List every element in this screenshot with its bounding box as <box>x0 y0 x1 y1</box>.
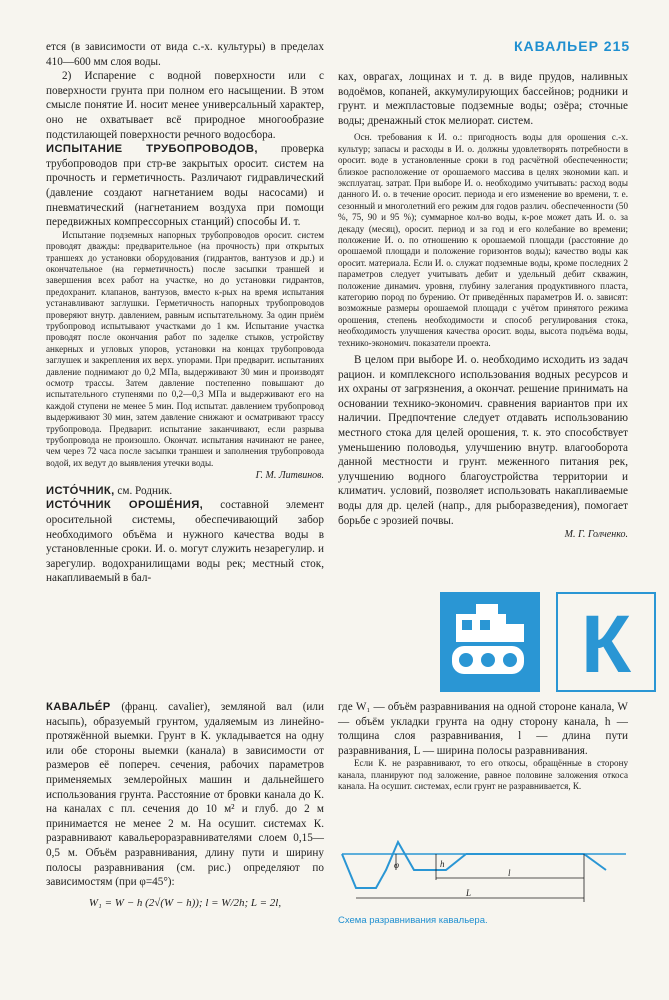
author-litvinov: Г. М. Литвинов. <box>255 470 324 482</box>
label-h: h <box>440 859 445 869</box>
entry-body-istochnik: см. Родник. <box>117 484 173 497</box>
right-bottom-column <box>338 700 628 793</box>
entry-kavalier <box>46 700 324 890</box>
paragraph-choice: В целом при выборе И. о. необходимо исходить из задач рацион. и комплексного использования водных ресурсов и их охраны от загрязнения, а окончат. решение принимать на основании технико-экономич. сравнения вариантов при их наличии. Предпочтение следует отдавать использованию местного стока для целей орошения, т. к. это способствует уменьшению половодья, улучшению внутр. влагооборота данной местности и грунт. меженного питания рек, улучшению водного благоустройства территории и климатич. условий, позволяет использовать накапливаемые воды для др. целей (напр., для рыборазведения), помогает борьбе с эрозией почвы. <box>338 354 628 527</box>
entry-istochnik <box>46 484 324 499</box>
entry-title-istochnik: ИСТО́ЧНИК, <box>46 484 115 497</box>
entry-istochnik-orosheniya <box>46 498 324 586</box>
entry-small-ispytanie: Испытание подземных напорных трубопроводов оросит. систем проводят дважды: предварительное (на прочность) при открытых траншеях до установки оборудования (гидрантов, вантузов и др.) и окончательное (на герметичность) после засыпки траншей и завершения всех работ на участке, но до установки гидрантов, предохранит. клапанов, вантузов, вместо к-рых на время испытания устанавливают заглушки. Герметичность напорных трубопроводов проверяют внутр. давлением, равным испытательному. За один приём трубопровод испытывают участками до 1 км. Испытание участка проводят после окончания работ по заделке стыков, устройству анкерных и угловых упоров, установки на концах трубопровода заглушек и закрепления их верх. упорами. При предварит. испытаниях давление поднимают до 0,2 МПа, выдерживают 30 мин и производят осмотр трассы. Затем давление постепенно повышают до испытательного ступенями по 0,2—0,3 МПа и выдерживают его на каждой ступени не менее 5 мин. Под испытат. давлением трубопровод выдерживают 30 мин, затем давление снижают и осматривают трассу трубопровода. Предварит. испытание заканчивают, если разрыва трубопровода не произошло. Окончат. испытания начинают не ранее, чем через 72 часа после засыпки траншеи и заполнения трубопровода водой, их ведут до выявления утечки воды. <box>46 229 324 468</box>
author-golchenko: М. Г. Голченко. <box>564 529 628 541</box>
diagram-caption: Схема разравнивания кавальера. <box>338 915 488 926</box>
kavalier-diagram <box>336 840 632 915</box>
left-top-column <box>46 40 324 586</box>
paragraph-slopes: Если К. не разравнивают, то его откосы, обращённые в сторону канала, планируют под заложение, равное половине заложения откоса канала. На осушит. системах, если грунт не разравнивается, К. <box>338 758 628 792</box>
entry-ispytanie <box>46 142 324 230</box>
entry-title-kavalier: КАВАЛЬЕ́Р <box>46 701 111 713</box>
letter-k-icon <box>556 592 656 692</box>
paragraph-sources: ках, оврагах, лощинах и т. д. в виде прудов, наливных водоёмов, копаней, аккумулирующих бассейнов; родники и грунт. и межпластовые подземные воды; озёра; сточные воды; дренажный сток мелиорат. систем. <box>338 71 628 127</box>
label-phi: φ <box>394 860 399 870</box>
label-L: L <box>466 888 472 898</box>
paragraph-evaporation: 2) Испарение с водной поверхности или с поверхности грунта при полном его насыщении. В этом смысле понятие И. носит менее универсальный характер, оно не охватывает всё природное многообразие подстилающей поверхности речного водосбора. <box>46 70 324 141</box>
entry-body-ispytanie: проверка трубопроводов при стр-ве закрытых ороcит. систем на прочность и герметичность. Различают гидравлический (давление создают нагнетанием воды насосами) и пневматический (нагнетанием воздуха при помощи передвижных компрессорных станций) способы И. т. <box>46 143 324 229</box>
left-bottom-column <box>46 700 324 916</box>
formula-kavalier: W₁ = W − h (2√(W − h)); l = W/2h; L = 2l, <box>88 896 282 909</box>
label-l: l <box>508 868 511 878</box>
paragraph-requirements: Осн. требования к И. о.: пригодность воды для орошения с.-х. культур; запасы и расходы в И. о. должны удовлетворять потребности в ороcит. воде в установленные сроки в год расчётной обеспеченности; близкое расположение от орошаемого массива в целях экономии кап. и эксплуатац. затрат. При выборе И. о. необходимо учитывать: расход воды данного И. о. в течение оросит. периода и его изменение во времени, т. е. сезонный и многолетний его режим для годов различ. обеспеченности (50 %, 75, 90 и 95 %); суммарное кол-во воды, к-рое может дать И. о. за декаду (месяц), оросит. период и за год и его колебание во времени; положение И. о. по отношению к орошаемой площади (расстояние до орошаемой площади и положение горизонтов воды); качество воды как оросит. материала. Если И. о. служат подземные воды, кроме последних 2 параметров следует учитывать дебит и удельный дебит скважин, положение динамич. уровня, глубину залегания продуктивного пласта, категорию пород по бурению. От приведённых параметров И. о. зависят: возможные размеры орошаемой площади с учётом принятого режима орошения, степень необходимости и способ регулирования стока, необходимость улучшения качества оросит. воды, высота подъёма воды, технико-экономич. показатели проекта. <box>338 132 628 348</box>
entry-body-kavalier: (франц. cavalier), земляной вал (или насыпь), образуемый грунтом, удаляемым из линейно-протяжённой выемки. Грунт в К. укладывается на одну или обе стороны выемки (канала) в зависимости от размеров её попереч. сечения, рабочих параметров применяемых землеройных машин и дальнейшего использования грунта. Расстояние от бровки канала до К. на каналах с пл. сечения до 10 м² и глуб. до 2 м принимается не менее 2 м. На осушит. системах К. разравнивают кавальероразравнивателями слоем 0,15—0,5 м. Объём разравнивания, длину пути и ширину полосы разравнивания (см. рис.) определяют по зависимостям (при φ=45°): <box>46 701 324 889</box>
excavator-icon <box>440 592 540 692</box>
paragraph-definitions: где W₁ — объём разравнивания на одной стороне канала, W — объём укладки грунта на одну сторону канала, h — толщина слоя разравнивания, l — длина пути разравнивания, L — ширина полосы разравнивания. <box>338 701 628 757</box>
entry-body-istochnik-orosheniya: составной элемент оросительной системы, обеспечивающий забор необходимого объёма и нужного качества воды в установленные сроки. И. о. могут служить незарегулир. и зарегулир. водохранилищами воды рек; местный сток, накапливаемый в бал- <box>46 499 325 585</box>
running-head: КАВАЛЬЕР 215 <box>514 38 631 54</box>
entry-title-ispytanie: ИСПЫТАНИЕ ТРУБОПРОВОДОВ, <box>46 143 258 156</box>
right-top-column <box>338 70 628 543</box>
paragraph-continuation: ется (в зависимости от вида с.-х. культуры) в пределах 410—600 мм слоя воды. <box>46 41 324 68</box>
letter-k: К <box>580 599 632 690</box>
entry-title-istochnik-orosheniya: ИСТО́ЧНИК ОРОШЕ́НИЯ, <box>46 499 204 512</box>
